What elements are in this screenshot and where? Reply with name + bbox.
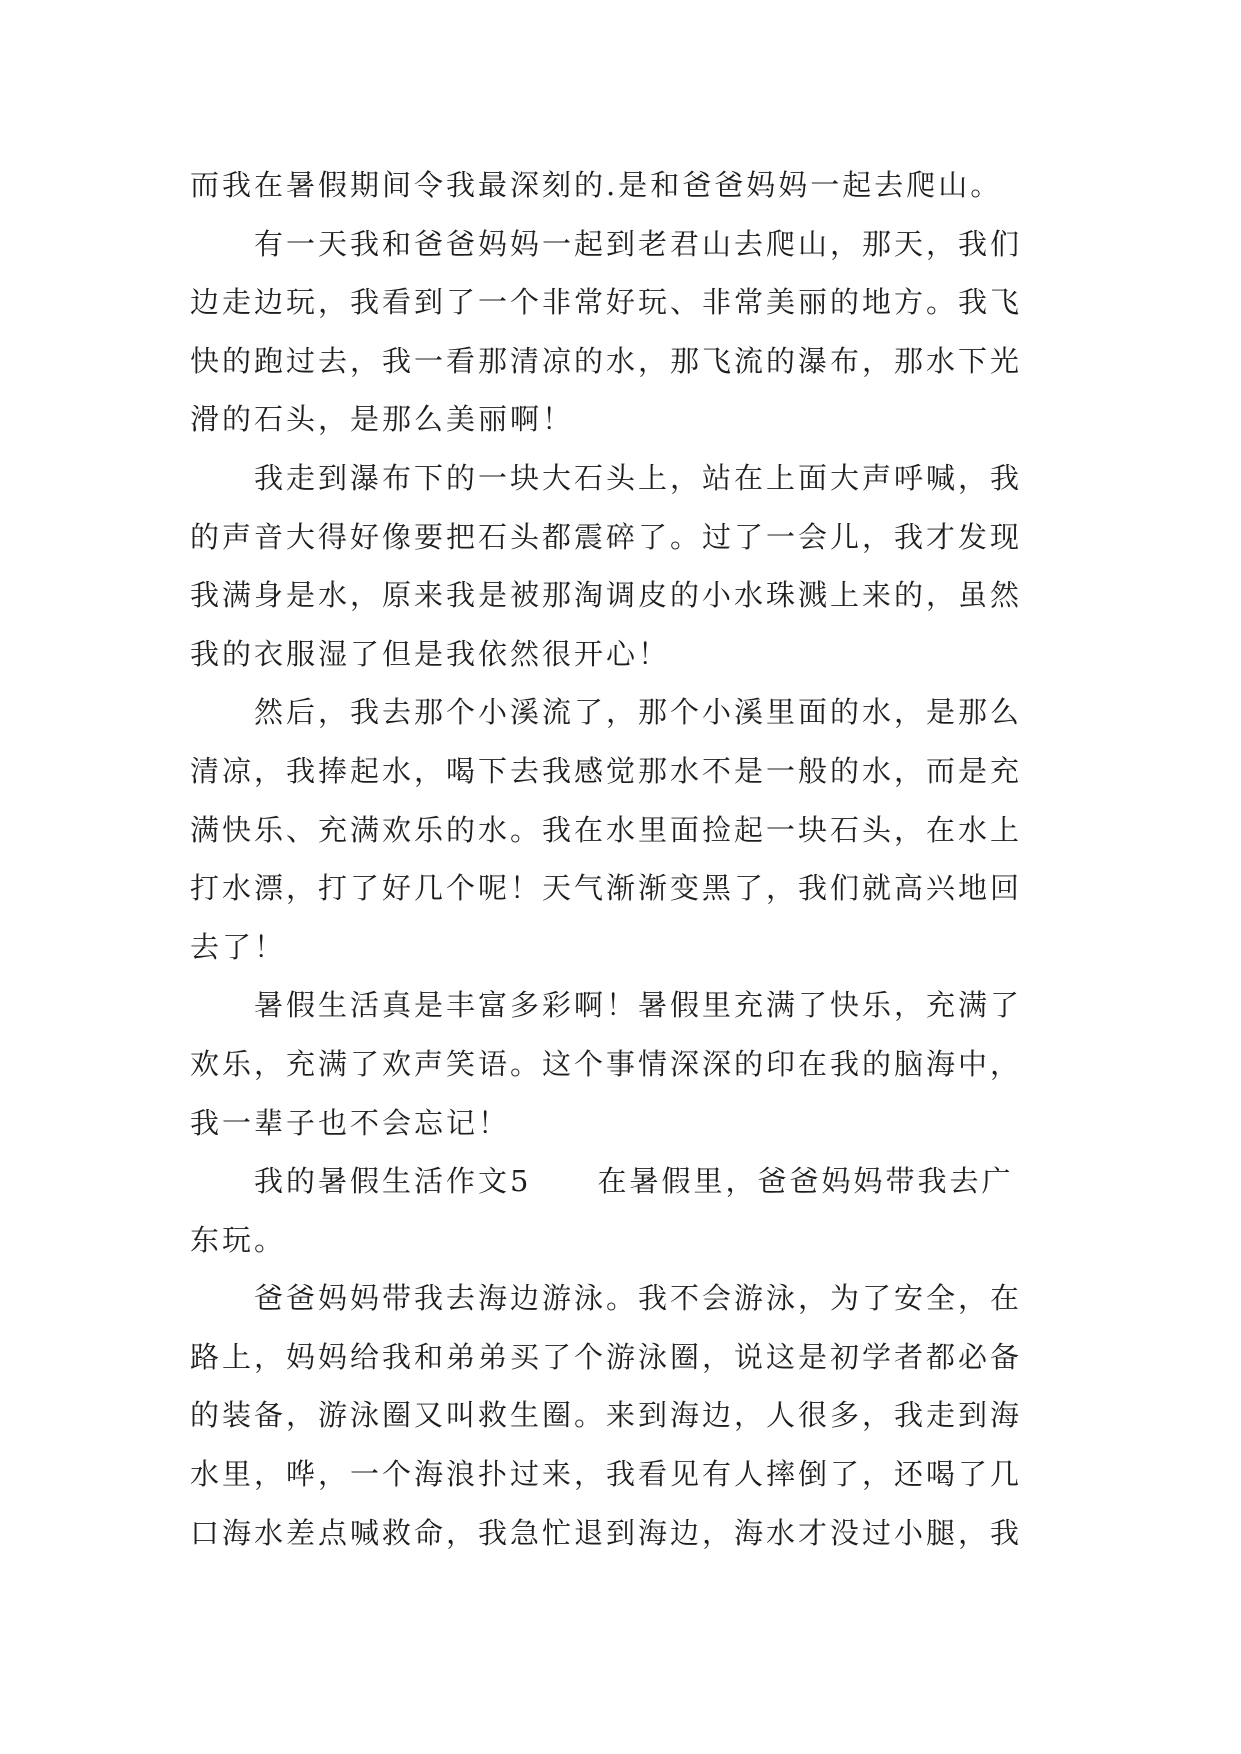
text-line: 去了！	[190, 929, 287, 964]
text-line: 欢乐，充满了欢声笑语。这个事情深深的印在我的脑海中，	[190, 1046, 1023, 1081]
text-line: 东玩。	[190, 1222, 287, 1257]
text-line: 快的跑过去，我一看那清凉的水，那飞流的瀑布，那水下光	[190, 343, 1023, 378]
text-line: 打水漂，打了好几个呢！天气渐渐变黑了，我们就高兴地回	[190, 871, 1023, 906]
text-line: 路上，妈妈给我和弟弟买了个游泳圈，说这是初学者都必备	[190, 1339, 1023, 1374]
document-body	[190, 156, 1060, 1562]
text-line: 水里，哗，一个海浪扑过来，我看见有人摔倒了，还喝了几	[190, 1457, 1023, 1492]
essay-title: 我的暑假生活作文5	[254, 1164, 532, 1199]
text-line: 我满身是水，原来我是被那淘调皮的小水珠溅上来的，虽然	[190, 578, 1023, 613]
paragraph-first-line: 爸爸妈妈带我去海边游泳。我不会游泳，为了安全，在	[254, 1281, 1023, 1316]
text-line: 我一辈子也不会忘记！	[190, 1105, 511, 1140]
text-line: 满快乐、充满欢乐的水。我在水里面捡起一块石头，在水上	[190, 812, 1023, 847]
essay-opening: 在暑假里，爸爸妈妈带我去广	[597, 1164, 1014, 1199]
text-line: 滑的石头，是那么美丽啊！	[190, 402, 575, 437]
paragraph-first-line: 暑假生活真是丰富多彩啊！暑假里充满了快乐，充满了	[254, 988, 1023, 1023]
text-line: 边走边玩，我看到了一个非常好玩、非常美丽的地方。我飞	[190, 285, 1023, 320]
text-line: 清凉，我捧起水，喝下去我感觉那水不是一般的水，而是充	[190, 753, 1023, 788]
paragraph-first-line: 我走到瀑布下的一块大石头上，站在上面大声呼喊，我	[254, 460, 1023, 495]
essay-heading-line	[190, 1152, 1060, 1211]
paragraph-first-line: 有一天我和爸爸妈妈一起到老君山去爬山，那天，我们	[254, 226, 1023, 261]
paragraph-first-line: 然后，我去那个小溪流了，那个小溪里面的水，是那么	[254, 695, 1023, 730]
text-line: 而我在暑假期间令我最深刻的.是和爸爸妈妈一起去爬山。	[190, 168, 1003, 202]
text-line: 的声音大得好像要把石头都震碎了。过了一会儿，我才发现	[190, 519, 1023, 554]
text-line: 的装备，游泳圈又叫救生圈。来到海边，人很多，我走到海	[190, 1398, 1023, 1433]
text-line: 口海水差点喊救命，我急忙退到海边，海水才没过小腿，我	[190, 1515, 1023, 1550]
text-line: 我的衣服湿了但是我依然很开心！	[190, 636, 671, 671]
